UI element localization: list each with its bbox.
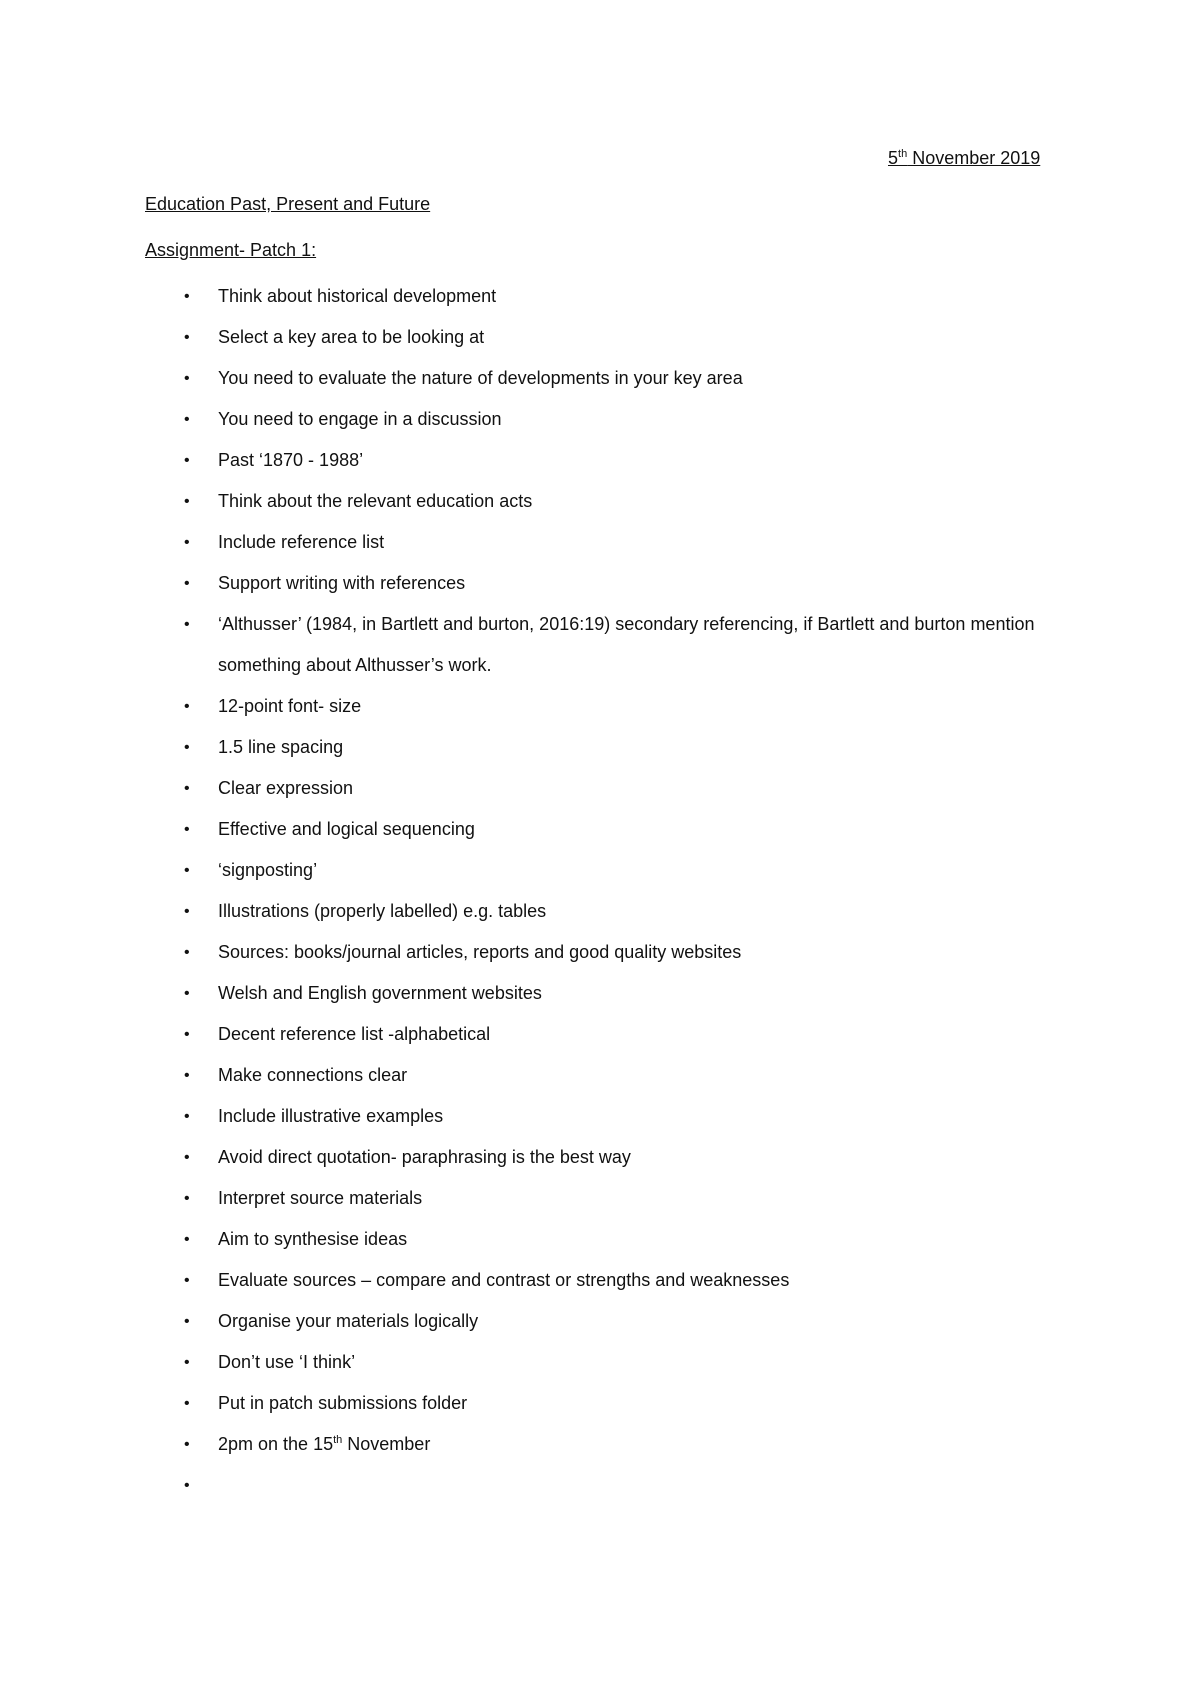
list-item	[0, 727, 1200, 768]
list-item-text: Think about the relevant education acts	[218, 491, 533, 511]
list-item	[0, 1178, 1200, 1219]
list-item-text: Make connections clear	[218, 1065, 408, 1085]
list-item	[0, 1301, 1200, 1342]
deadline-ordinal-suffix: th	[333, 1434, 343, 1446]
list-item-text: Include illustrative examples	[218, 1106, 444, 1126]
list-item	[0, 481, 1200, 522]
bullet-icon: •	[184, 370, 190, 387]
list-item	[0, 1219, 1200, 1260]
list-item-text: Select a key area to be looking at	[218, 327, 485, 347]
empty-list-item	[0, 1465, 1200, 1506]
list-item	[0, 358, 1200, 399]
bullet-icon: •	[184, 575, 190, 592]
bullet-icon: •	[184, 1190, 190, 1207]
bullet-icon: •	[184, 944, 190, 961]
date-day: 5	[888, 148, 899, 168]
list-item-text: Welsh and English government websites	[218, 983, 542, 1003]
list-item-text: 1.5 line spacing	[218, 737, 344, 757]
bullet-icon: •	[184, 452, 190, 469]
list-item	[0, 973, 1200, 1014]
bullet-icon: •	[184, 985, 190, 1002]
bullet-icon: •	[184, 534, 190, 551]
list-item	[0, 768, 1200, 809]
list-item	[0, 1383, 1200, 1424]
list-item	[0, 850, 1200, 891]
list-item-text: Support writing with references	[218, 573, 466, 593]
bullet-icon: •	[184, 780, 190, 797]
bullet-icon: •	[184, 1067, 190, 1084]
list-item-text: Effective and logical sequencing	[218, 819, 475, 839]
bullet-icon: •	[184, 616, 190, 633]
list-item-text: ‘signposting’	[218, 860, 318, 880]
list-item-text: Past ‘1870 - 1988’	[218, 450, 364, 470]
list-item-text: Decent reference list -alphabetical	[218, 1024, 491, 1044]
bullet-icon: •	[184, 411, 190, 428]
bullet-icon: •	[184, 1026, 190, 1043]
list-item-text: Organise your materials logically	[218, 1311, 479, 1331]
list-item-text: Avoid direct quotation- paraphrasing is the best way	[218, 1147, 631, 1167]
bullet-icon: •	[184, 1272, 190, 1289]
list-item-text: Don’t use ‘I think’	[218, 1352, 356, 1372]
bullet-icon: •	[184, 1231, 190, 1248]
date-month-year: November 2019	[907, 148, 1041, 168]
list-item-text: Illustrations (properly labelled) e.g. tables	[218, 901, 547, 921]
date-ordinal-suffix: th	[898, 148, 908, 160]
deadline-month: November	[342, 1434, 431, 1454]
list-item	[0, 891, 1200, 932]
requirements-list	[0, 276, 1200, 1506]
document-title: Education Past, Present and Future	[145, 194, 431, 214]
list-item-text: Evaluate sources – compare and contrast or strengths and weaknesses	[218, 1270, 790, 1290]
list-item-text: 12-point font- size	[218, 696, 362, 716]
bullet-icon: •	[184, 862, 190, 879]
list-item-text: You need to evaluate the nature of developments in your key area	[218, 368, 743, 388]
list-item-text: You need to engage in a discussion	[218, 409, 502, 429]
bullet-icon: •	[184, 1149, 190, 1166]
list-item	[0, 1014, 1200, 1055]
list-item	[0, 522, 1200, 563]
list-item	[0, 1342, 1200, 1383]
bullet-icon: •	[184, 698, 190, 715]
list-item	[0, 1055, 1200, 1096]
list-item-text: Clear expression	[218, 778, 354, 798]
list-item	[0, 1096, 1200, 1137]
bullet-icon: •	[184, 1436, 190, 1453]
list-item	[0, 686, 1200, 727]
bullet-icon: •	[184, 1108, 190, 1125]
deadline-text: 2pm on the 15	[218, 1434, 334, 1454]
list-item-text: Aim to synthesise ideas	[218, 1229, 408, 1249]
bullet-icon: •	[184, 329, 190, 346]
list-item-text: Sources: books/journal articles, reports and good quality websites	[218, 942, 742, 962]
bullet-icon: •	[184, 1313, 190, 1330]
list-item-text: Include reference list	[218, 532, 385, 552]
bullet-icon: •	[184, 493, 190, 510]
assignment-heading: Assignment- Patch 1:	[145, 240, 317, 260]
bullet-icon: •	[184, 739, 190, 756]
bullet-icon: •	[184, 1354, 190, 1371]
list-item-text: Interpret source materials	[218, 1188, 423, 1208]
list-item	[0, 1260, 1200, 1301]
bullet-icon: •	[184, 903, 190, 920]
bullet-icon: •	[184, 821, 190, 838]
list-item	[0, 809, 1200, 850]
list-item-text: Put in patch submissions folder	[218, 1393, 468, 1413]
list-item	[0, 440, 1200, 481]
deadline-item	[0, 1424, 1200, 1465]
document-date	[888, 148, 1040, 169]
list-item	[0, 399, 1200, 440]
list-item-text: Think about historical development	[218, 286, 497, 306]
bullet-icon: •	[184, 1395, 190, 1412]
list-item	[0, 317, 1200, 358]
list-item	[0, 563, 1200, 604]
bullet-icon: •	[184, 1477, 190, 1494]
list-item-text: ‘Althusser’ (1984, in Bartlett and burton, 2016:19) secondary referencing, if Bartlett and burton mention something about Althusser’s work.	[218, 614, 1035, 675]
list-item	[0, 276, 1200, 317]
list-item	[0, 932, 1200, 973]
list-item	[0, 1137, 1200, 1178]
bullet-icon: •	[184, 288, 190, 305]
list-item	[0, 604, 1038, 686]
